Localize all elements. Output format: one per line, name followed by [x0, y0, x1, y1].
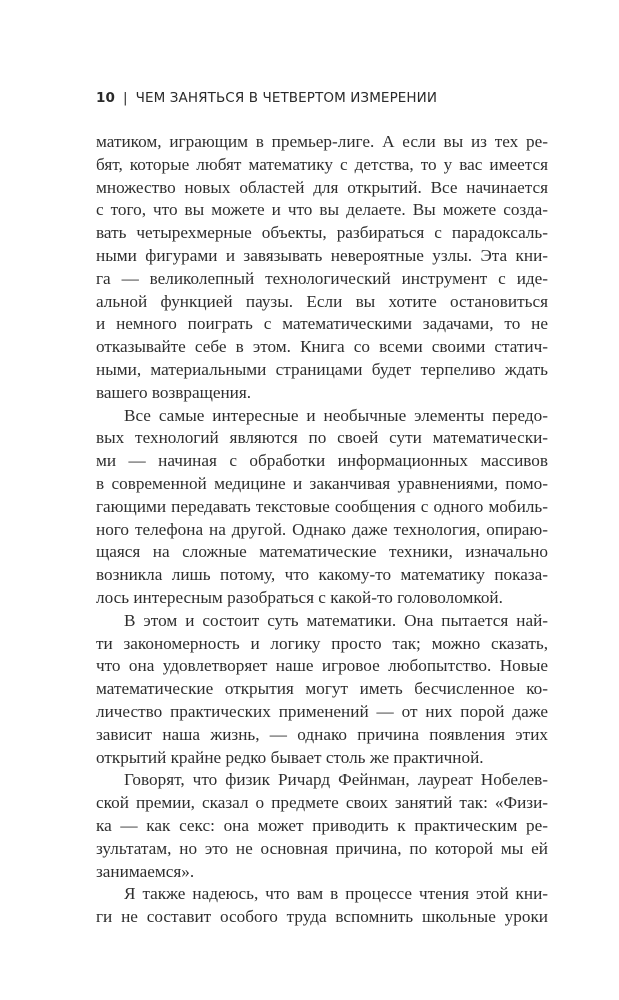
text-line: ного телефона на другой. Однако даже технология, опираю-: [96, 519, 548, 539]
text-line: ской премии, сказал о предмете своих занятий так: «Физи-: [96, 793, 548, 813]
text-line: Говорят, что физик Ричард Фейнман, лауреат Нобелев-: [124, 770, 548, 790]
header-separator: |: [123, 90, 128, 106]
text-line: вашего возвращения.: [96, 382, 252, 402]
text-line: бят, которые любят математику с детства, то у вас имеется: [96, 154, 548, 174]
text-line: ными фигурами и завязывать невероятные узлы. Эта кни-: [96, 245, 548, 265]
text-line: ги не составит особого труда вспомнить школьные уроки: [96, 907, 548, 927]
running-header: [96, 90, 437, 106]
text-line: и немного поиграть с математическими задачами, то не: [96, 314, 548, 334]
text-line: математические открытия могут иметь бесчисленное ко-: [96, 679, 548, 699]
text-line: множество новых областей для открытий. Все начинается: [96, 177, 548, 197]
page-body: [96, 131, 548, 929]
text-line: вать четырехмерные объекты, разбираться с парадоксаль-: [96, 223, 548, 243]
text-line: В этом и состоит суть математики. Она пытается най-: [124, 610, 548, 630]
text-line: га — великолепный технологический инструмент с иде-: [96, 268, 548, 288]
text-line: альной функцией паузы. Если вы хотите остановиться: [96, 291, 548, 311]
text-line: Я также надеюсь, что вам в процессе чтения этой кни-: [124, 884, 548, 904]
text-line: возникла лишь потому, что какому-то математику показа-: [96, 565, 548, 585]
text-line: в современной медицине и заканчивая уравнениями, помо-: [96, 473, 548, 493]
text-line: открытий крайне редко бывает столь же практичной.: [96, 747, 484, 767]
text-line: ка — как секс: она может приводить к практическим ре-: [96, 815, 548, 835]
text-line: ти закономерность и логику просто так; можно сказать,: [96, 633, 548, 653]
text-line: что она удовлетворяет наше игровое любопытство. Новые: [96, 656, 548, 676]
text-line: личество практических применений — от них порой даже: [96, 701, 548, 721]
text-line: ми — начиная с обработки информационных массивов: [96, 451, 548, 471]
text-line: отказывайте себе в этом. Книга со всеми своими статич-: [96, 337, 548, 357]
text-line: с того, что вы можете и что вы делаете. Вы можете созда-: [96, 200, 548, 220]
text-line: занимаемся».: [96, 861, 195, 881]
text-line: гающими передавать текстовые сообщения с одного мобиль-: [96, 496, 548, 516]
text-line: щаяся на сложные математические техники, изначально: [96, 542, 548, 562]
text-line: лось интересным разобраться с какой-то головоломкой.: [96, 587, 503, 607]
page-number: 10: [96, 90, 115, 106]
text-line: зависит наша жизнь, — однако причина появления этих: [96, 724, 548, 744]
text-line: ными, материальными страницами будет терпеливо ждать: [96, 359, 548, 379]
text-line: матиком, играющим в премьер-лиге. А если вы из тех ре-: [96, 132, 548, 151]
text-line: зультатам, но это не основная причина, по которой мы ей: [96, 838, 548, 858]
text-line: вых технологий являются по своей сути математически-: [96, 428, 548, 448]
chapter-title: ЧЕМ ЗАНЯТЬСЯ В ЧЕТВЕРТОМ ИЗМЕРЕНИИ: [135, 90, 438, 106]
text-line: Все самые интересные и необычные элементы передо-: [124, 405, 548, 425]
